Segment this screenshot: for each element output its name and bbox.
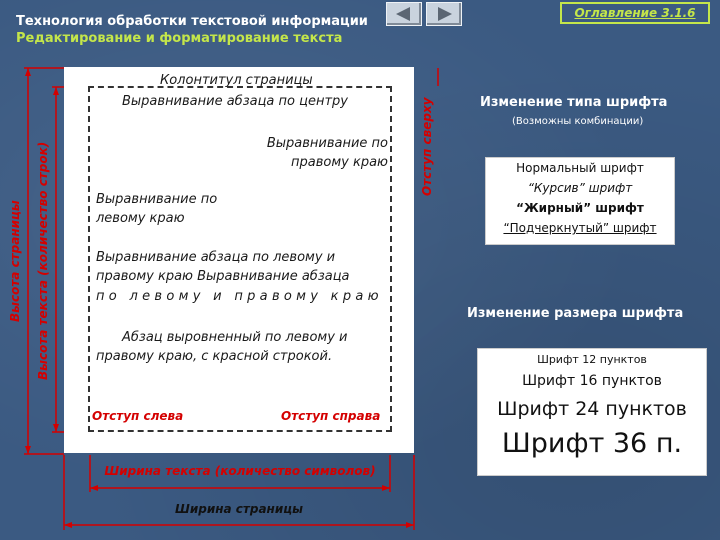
indent-top-label: Отступ сверху [420, 97, 434, 196]
font-type-examples [485, 157, 675, 245]
font-underline: “Подчеркнутый” шрифт [503, 221, 657, 235]
align-center-text: Выравнивание абзаца по центру [122, 94, 348, 109]
align-right-line1: Выравнивание по [266, 136, 388, 151]
font-normal: Нормальный шрифт [516, 161, 644, 175]
align-left-line2: левому краю [96, 211, 185, 226]
font-size-16: Шрифт 16 пунктов [522, 373, 662, 389]
font-bold: “Жирный” шрифт [516, 201, 644, 215]
font-size-examples [477, 348, 707, 476]
page-width-label: Ширина страницы [175, 502, 303, 516]
toc-link[interactable]: Оглавление 3.1.6 [560, 2, 710, 24]
align-right-line2: правому краю [291, 155, 388, 170]
justify-line3: по левому и правому краю [96, 289, 383, 304]
page-height-label: Высота страницы [8, 200, 22, 322]
align-left-line1: Выравнивание по [96, 192, 218, 207]
font-size-12: Шрифт 12 пунктов [537, 353, 647, 366]
indent-line2: правому краю, с красной строкой. [96, 349, 333, 364]
font-italic: “Курсив” шрифт [527, 181, 633, 195]
font-size-36: Шрифт 36 п. [501, 428, 683, 459]
indent-line1: Абзац выровненный по левому и [122, 330, 348, 345]
text-height-label: Высота текста (количество строк) [36, 141, 50, 380]
font-type-note: (Возможны комбинации) [512, 116, 644, 127]
slide-title-line1: Технология обработки текстовой информации [16, 14, 368, 29]
font-size-24: Шрифт 24 пунктов [497, 398, 687, 420]
page-header-text: Колонтитул страницы [160, 73, 313, 88]
slide-title-line2: Редактирование и форматирование текста [16, 31, 343, 46]
indent-left-label: Отступ слева [92, 409, 184, 423]
justify-line1: Выравнивание абзаца по левому и [96, 250, 336, 265]
font-size-title: Изменение размера шрифта [467, 306, 684, 321]
indent-right-label: Отступ справа [281, 409, 381, 423]
text-width-label: Ширина текста (количество символов) [104, 464, 376, 478]
justify-line2: правому краю Выравнивание абзаца [96, 269, 350, 284]
font-type-title: Изменение типа шрифта [480, 95, 668, 110]
